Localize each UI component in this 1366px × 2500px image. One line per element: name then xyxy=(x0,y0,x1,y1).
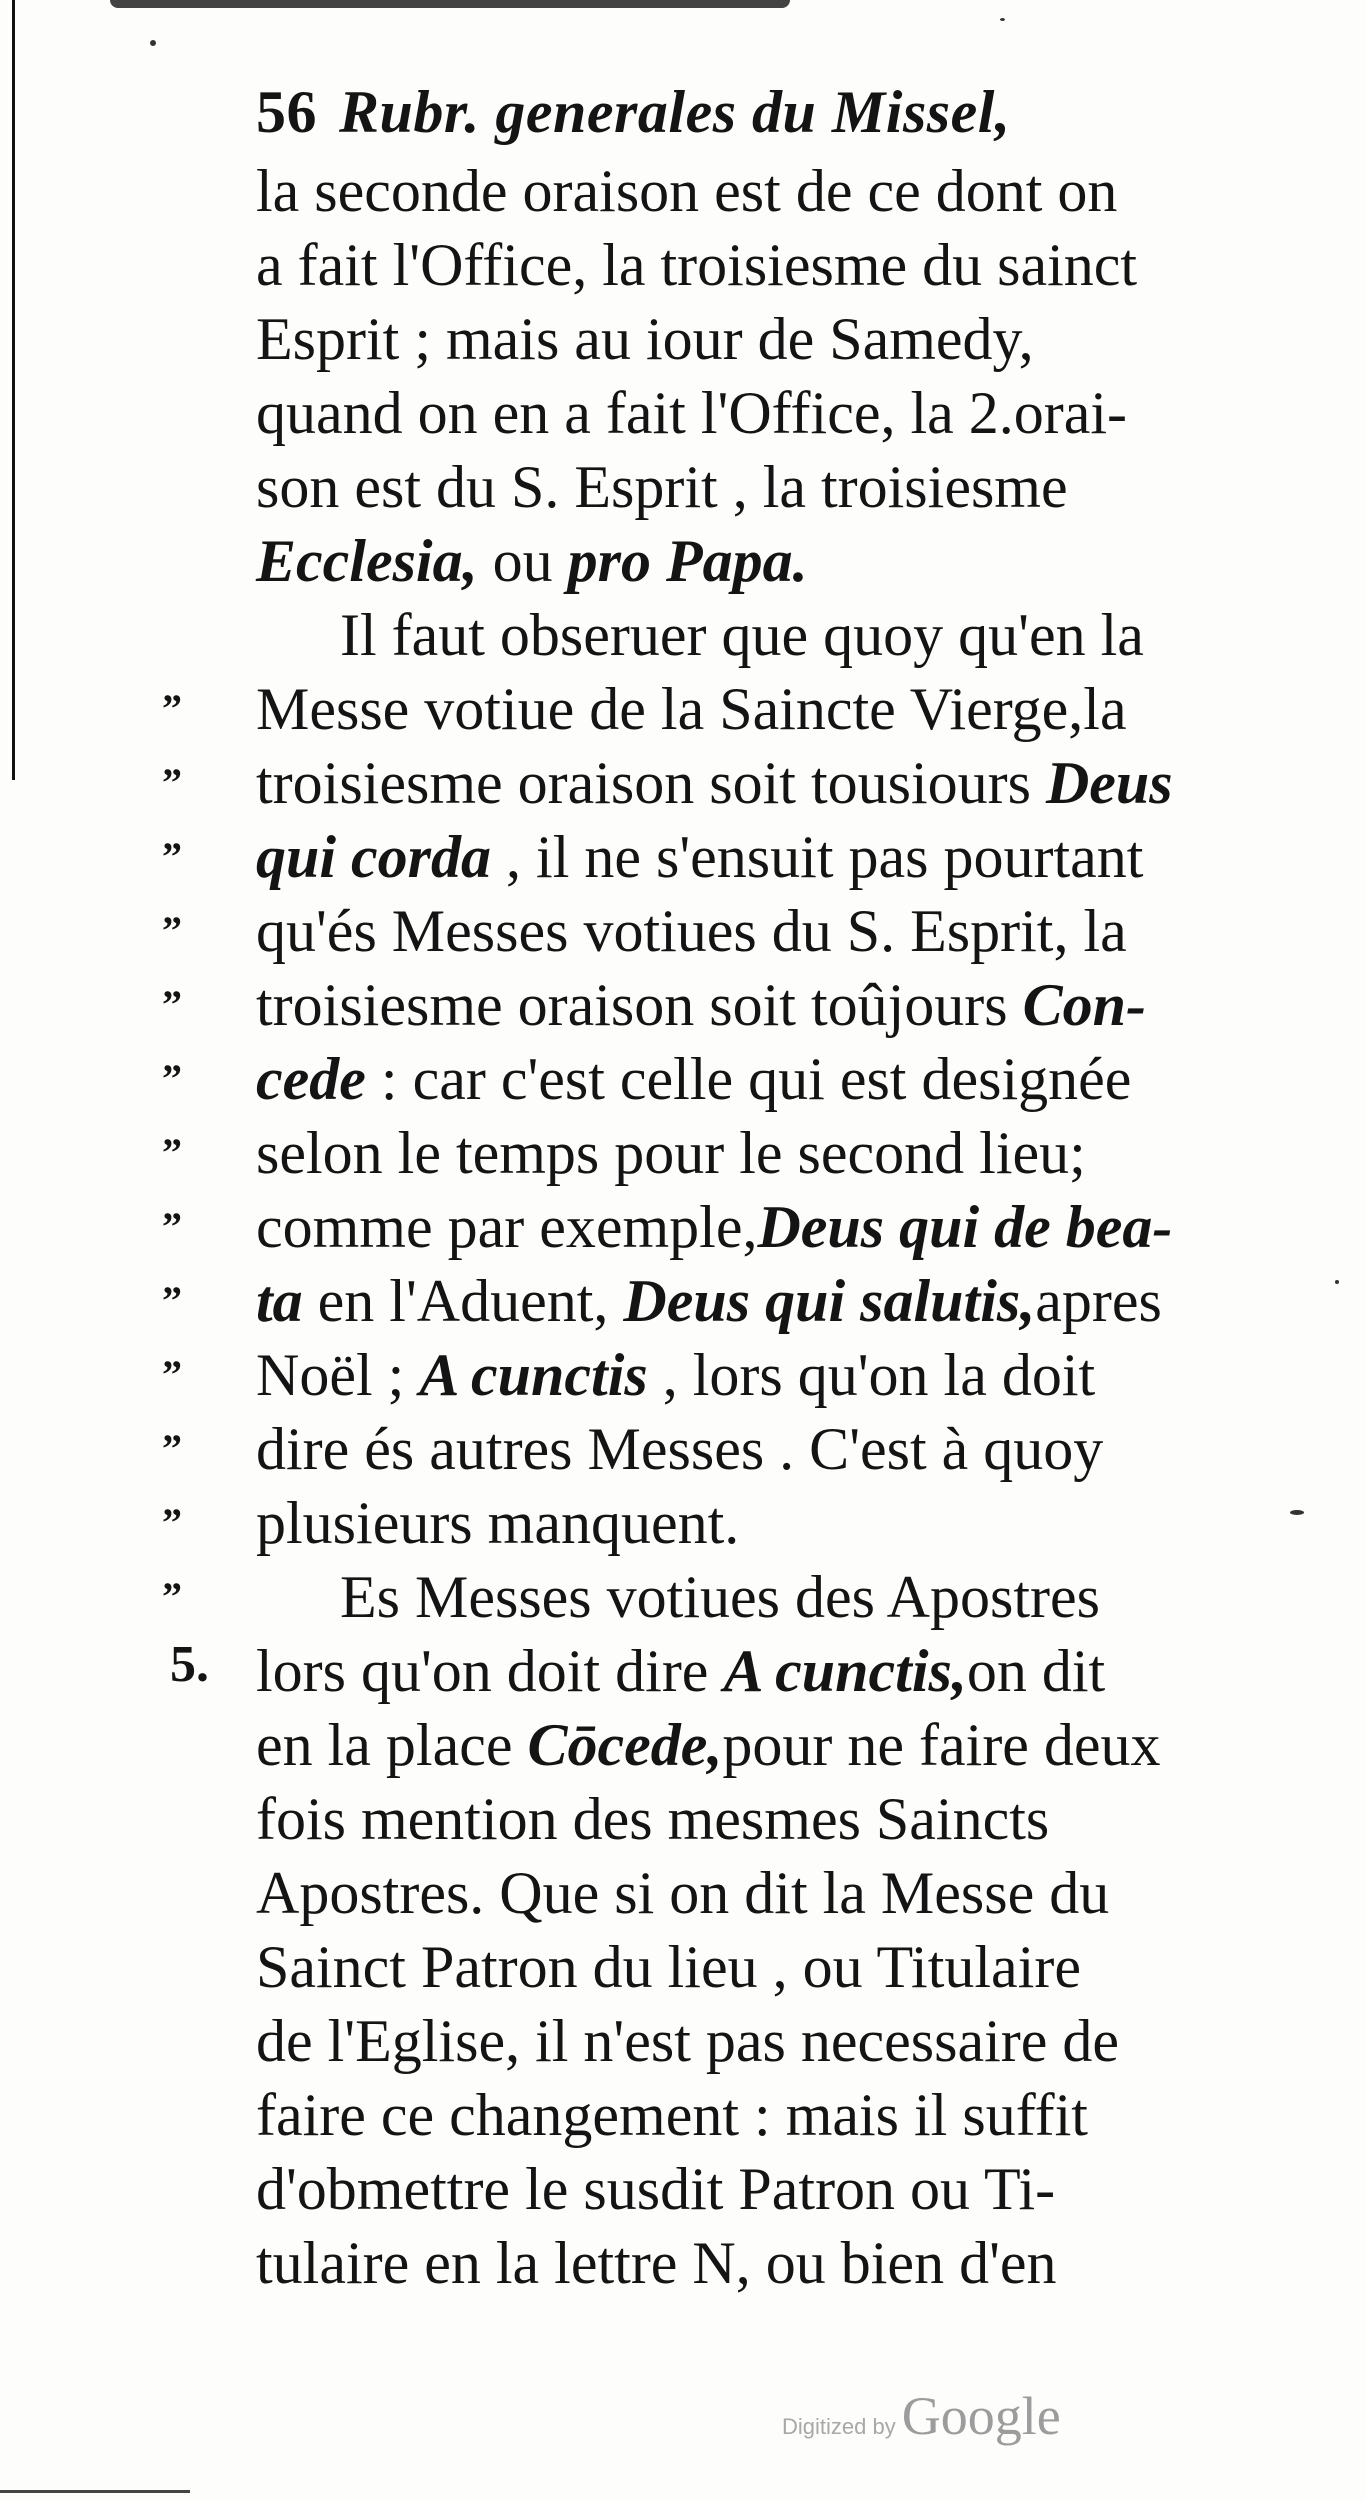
text-line: d'obmettre le susdit Patron ou Ti- xyxy=(256,2156,1056,2222)
margin-quote-mark: ” xyxy=(162,1352,182,1397)
text-line: cede : car c'est celle qui est designée xyxy=(256,1046,1132,1112)
text-line: fois mention des mesmes Saincts xyxy=(256,1786,1050,1852)
text-line: faire ce changement : mais il suffit xyxy=(256,2082,1088,2148)
text-line: plusieurs manquent. xyxy=(256,1490,740,1556)
text-line: Apostres. Que si on dit la Messe du xyxy=(256,1860,1110,1926)
scan-edge-rule xyxy=(0,2490,190,2493)
margin-quote-mark: ” xyxy=(162,834,182,879)
page-edge-shadow xyxy=(110,0,790,8)
text-line: lors qu'on doit dire A cunctis,on dit xyxy=(256,1638,1106,1704)
italic-text: ta xyxy=(256,1268,303,1334)
text-line: Messe votiue de la Saincte Vierge,la xyxy=(256,676,1127,742)
italic-text: Cōcede, xyxy=(527,1712,723,1778)
text-line: troisiesme oraison soit toûjours Con- xyxy=(256,972,1146,1038)
margin-quote-mark: ” xyxy=(162,760,182,805)
text-line: quand on en a fait l'Office, la 2.orai- xyxy=(256,380,1128,446)
margin-quote-mark: ” xyxy=(162,686,182,731)
watermark-prefix: Digitized by xyxy=(782,2414,896,2439)
text-line: en la place Cōcede,pour ne faire deux xyxy=(256,1712,1161,1778)
text-line: troisiesme oraison soit tousiours Deus xyxy=(256,750,1173,816)
ink-speck xyxy=(150,40,156,46)
margin-quote-mark: ” xyxy=(162,908,182,953)
text-line: tulaire en la lettre N, ou bien d'en xyxy=(256,2230,1057,2296)
italic-text: A cunctis xyxy=(419,1342,648,1408)
text-line: qui corda , il ne s'ensuit pas pourtant xyxy=(256,824,1144,890)
running-header xyxy=(256,78,1010,147)
text-line: ta en l'Aduent, Deus qui salutis,apres xyxy=(256,1268,1162,1334)
text-line: son est du S. Esprit , la troisiesme xyxy=(256,454,1068,520)
text-line: dire és autres Messes . C'est à quoy xyxy=(256,1416,1104,1482)
italic-text: Deus qui salutis, xyxy=(623,1268,1036,1334)
margin-quote-mark: ” xyxy=(162,1426,182,1471)
ink-speck xyxy=(1335,1280,1339,1284)
margin-reference-number: 5. xyxy=(170,1636,209,1693)
italic-text: cede xyxy=(256,1046,366,1112)
page-number: 56 xyxy=(256,79,317,145)
italic-text: Deus qui de bea- xyxy=(757,1194,1173,1260)
text-line: de l'Eglise, il n'est pas necessaire de xyxy=(256,2008,1119,2074)
text-line: la seconde oraison est de ce dont on xyxy=(256,158,1118,224)
text-line: qu'és Messes votiues du S. Esprit, la xyxy=(256,898,1127,964)
text-line: Noël ; A cunctis , lors qu'on la doit xyxy=(256,1342,1096,1408)
page-left-edge xyxy=(12,0,15,780)
text-line: Sainct Patron du lieu , ou Titulaire xyxy=(256,1934,1081,2000)
text-line: a fait l'Office, la troisiesme du sainct xyxy=(256,232,1138,298)
text-line: selon le temps pour le second lieu; xyxy=(256,1120,1086,1186)
ink-speck xyxy=(1000,18,1005,21)
text-line: Esprit ; mais au iour de Samedy, xyxy=(256,306,1034,372)
margin-quote-mark: ” xyxy=(162,1574,182,1619)
ink-speck xyxy=(1290,1510,1304,1515)
text-line: Ecclesia, ou pro Papa. xyxy=(256,528,808,594)
italic-text: Deus xyxy=(1045,750,1173,816)
margin-quote-mark: ” xyxy=(162,1500,182,1545)
google-logo: Google xyxy=(901,2386,1061,2446)
running-title: Rubr. generales du Missel, xyxy=(339,79,1011,145)
margin-quote-mark: ” xyxy=(162,982,182,1027)
digitized-watermark xyxy=(782,2385,1061,2447)
margin-quote-mark: ” xyxy=(162,1204,182,1249)
italic-text: Ecclesia, xyxy=(256,528,478,594)
margin-quote-mark: ” xyxy=(162,1278,182,1323)
margin-quote-mark: ” xyxy=(162,1130,182,1175)
italic-text: qui corda xyxy=(256,824,492,890)
text-line: Il faut obseruer que quoy qu'en la xyxy=(340,602,1144,668)
italic-text: pro Papa. xyxy=(567,528,808,594)
margin-quote-mark: ” xyxy=(162,1056,182,1101)
italic-text: A cunctis, xyxy=(723,1638,967,1704)
text-line: comme par exemple,Deus qui de bea- xyxy=(256,1194,1173,1260)
text-line: Es Messes votiues des Apostres xyxy=(340,1564,1100,1630)
italic-text: Con- xyxy=(1022,972,1146,1038)
